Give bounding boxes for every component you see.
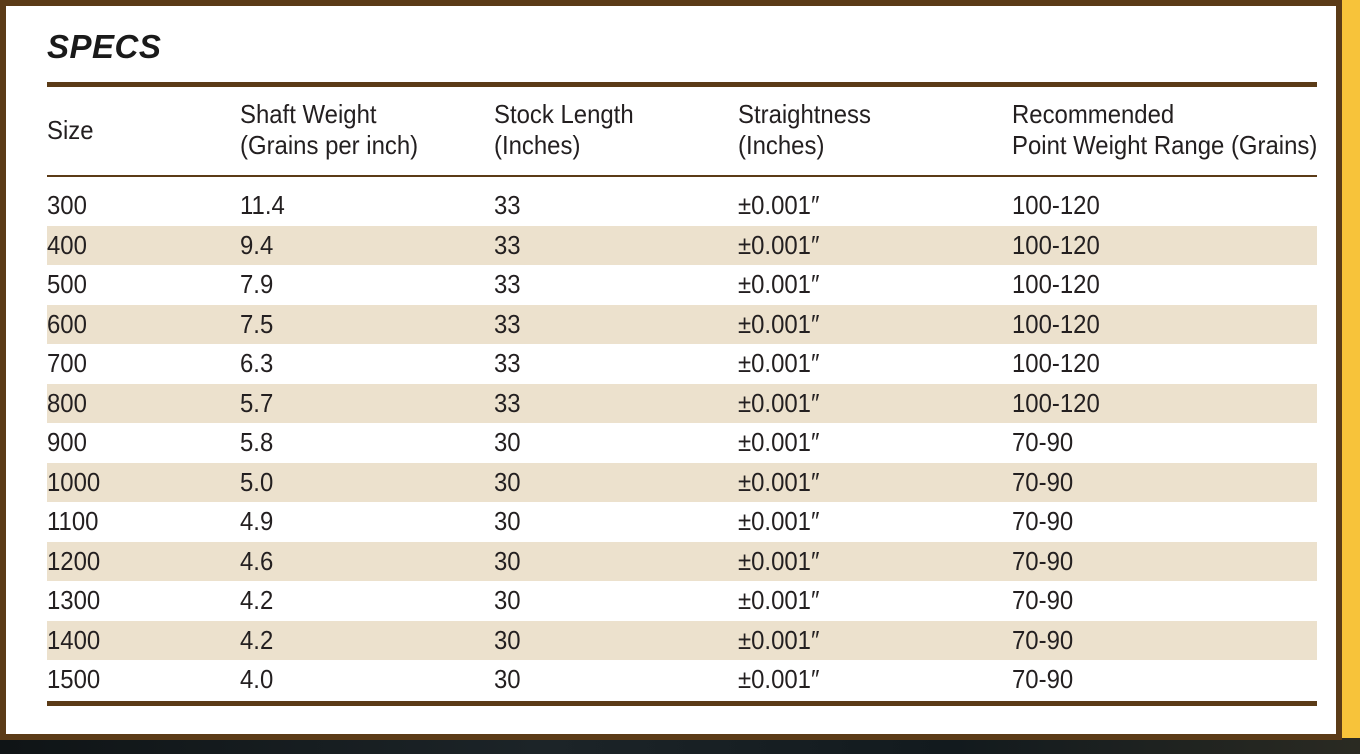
cell-stock-length: 30 <box>494 624 521 655</box>
cell-size: 1000 <box>47 466 101 497</box>
cell-point-weight-range: 70-90 <box>1012 427 1074 457</box>
cell-size: 500 <box>47 269 87 299</box>
cell-shaft-weight: 5.0 <box>240 466 274 497</box>
bottom-divider <box>47 701 1317 706</box>
cell-point-weight-range: 70-90 <box>1012 624 1074 655</box>
cell-straightness: ±0.001″ <box>738 664 820 694</box>
cell-shaft-weight: 4.0 <box>240 664 274 694</box>
table-row <box>47 660 1317 700</box>
cell-stock-length: 33 <box>494 190 521 220</box>
cell-size: 1500 <box>47 664 101 694</box>
cell-point-weight-range: 70-90 <box>1012 466 1074 497</box>
cell-stock-length: 33 <box>494 269 521 299</box>
table-header <box>47 99 1317 169</box>
table-row <box>47 542 1317 582</box>
cell-stock-length: 30 <box>494 585 521 615</box>
cell-point-weight-range: 100-120 <box>1012 190 1100 220</box>
cell-size: 1200 <box>47 545 101 576</box>
cell-straightness: ±0.001″ <box>738 269 820 299</box>
cell-straightness: ±0.001″ <box>738 229 820 260</box>
header-straightness <box>738 99 871 161</box>
cell-size: 1400 <box>47 624 101 655</box>
cell-size: 600 <box>47 308 87 339</box>
cell-point-weight-range: 70-90 <box>1012 506 1074 536</box>
cell-point-weight-range: 70-90 <box>1012 545 1074 576</box>
cell-point-weight-range: 70-90 <box>1012 664 1074 694</box>
table-row <box>47 463 1317 503</box>
table-row <box>47 344 1317 384</box>
cell-stock-length: 30 <box>494 466 521 497</box>
page-title: SPECS <box>47 28 162 65</box>
header-line: Recommended <box>1012 99 1175 129</box>
cell-shaft-weight: 11.4 <box>240 190 285 220</box>
header-line: Stock Length <box>494 99 634 129</box>
cell-straightness: ±0.001″ <box>738 387 820 418</box>
cell-stock-length: 33 <box>494 348 521 378</box>
table-row <box>47 581 1317 621</box>
cell-straightness: ±0.001″ <box>738 308 820 339</box>
background-dark-strip <box>0 738 1360 754</box>
cell-size: 1100 <box>47 506 99 536</box>
table-row <box>47 621 1317 661</box>
cell-shaft-weight: 5.7 <box>240 387 274 418</box>
table-row <box>47 305 1317 345</box>
cell-straightness: ±0.001″ <box>738 506 820 536</box>
cell-size: 900 <box>47 427 87 457</box>
cell-shaft-weight: 5.8 <box>240 427 274 457</box>
header-line: Straightness <box>738 99 871 129</box>
cell-stock-length: 33 <box>494 229 521 260</box>
cell-point-weight-range: 100-120 <box>1012 387 1100 418</box>
header-line: Point Weight Range (Grains) <box>1012 130 1318 160</box>
header-line: (Grains per inch) <box>240 130 419 160</box>
header-stock-length <box>494 99 634 161</box>
cell-point-weight-range: 70-90 <box>1012 585 1074 615</box>
header-line: (Inches) <box>738 130 825 160</box>
cell-shaft-weight: 4.6 <box>240 545 274 576</box>
header-size: Size <box>47 115 94 145</box>
table-body <box>47 186 1317 700</box>
cell-straightness: ±0.001″ <box>738 545 820 576</box>
cell-shaft-weight: 4.2 <box>240 624 274 655</box>
cell-shaft-weight: 6.3 <box>240 348 274 378</box>
cell-size: 700 <box>47 348 87 378</box>
cell-straightness: ±0.001″ <box>738 427 820 457</box>
table-row <box>47 265 1317 305</box>
table-row <box>47 502 1317 542</box>
cell-straightness: ±0.001″ <box>738 348 820 378</box>
cell-shaft-weight: 4.9 <box>240 506 274 536</box>
background-yellow-edge <box>1340 0 1360 754</box>
header-divider <box>47 175 1317 177</box>
cell-straightness: ±0.001″ <box>738 624 820 655</box>
cell-point-weight-range: 100-120 <box>1012 269 1100 299</box>
cell-shaft-weight: 7.5 <box>240 308 274 339</box>
cell-stock-length: 30 <box>494 506 521 536</box>
cell-point-weight-range: 100-120 <box>1012 229 1100 260</box>
cell-point-weight-range: 100-120 <box>1012 308 1100 339</box>
cell-point-weight-range: 100-120 <box>1012 348 1100 378</box>
cell-straightness: ±0.001″ <box>738 466 820 497</box>
cell-straightness: ±0.001″ <box>738 190 820 220</box>
top-divider <box>47 82 1317 87</box>
cell-straightness: ±0.001″ <box>738 585 820 615</box>
header-line: Shaft Weight <box>240 99 377 129</box>
cell-stock-length: 30 <box>494 545 521 576</box>
cell-shaft-weight: 7.9 <box>240 269 274 299</box>
header-point-weight-range <box>1012 99 1317 161</box>
cell-stock-length: 30 <box>494 427 521 457</box>
cell-size: 300 <box>47 190 87 220</box>
header-shaft-weight <box>240 99 418 161</box>
cell-stock-length: 33 <box>494 387 521 418</box>
cell-shaft-weight: 9.4 <box>240 229 274 260</box>
table-row <box>47 423 1317 463</box>
cell-size: 400 <box>47 229 87 260</box>
cell-stock-length: 30 <box>494 664 521 694</box>
cell-size: 1300 <box>47 585 101 615</box>
table-row <box>47 186 1317 226</box>
cell-size: 800 <box>47 387 87 418</box>
cell-stock-length: 33 <box>494 308 521 339</box>
cell-shaft-weight: 4.2 <box>240 585 274 615</box>
header-line: (Inches) <box>494 130 581 160</box>
table-row <box>47 384 1317 424</box>
table-row <box>47 226 1317 266</box>
